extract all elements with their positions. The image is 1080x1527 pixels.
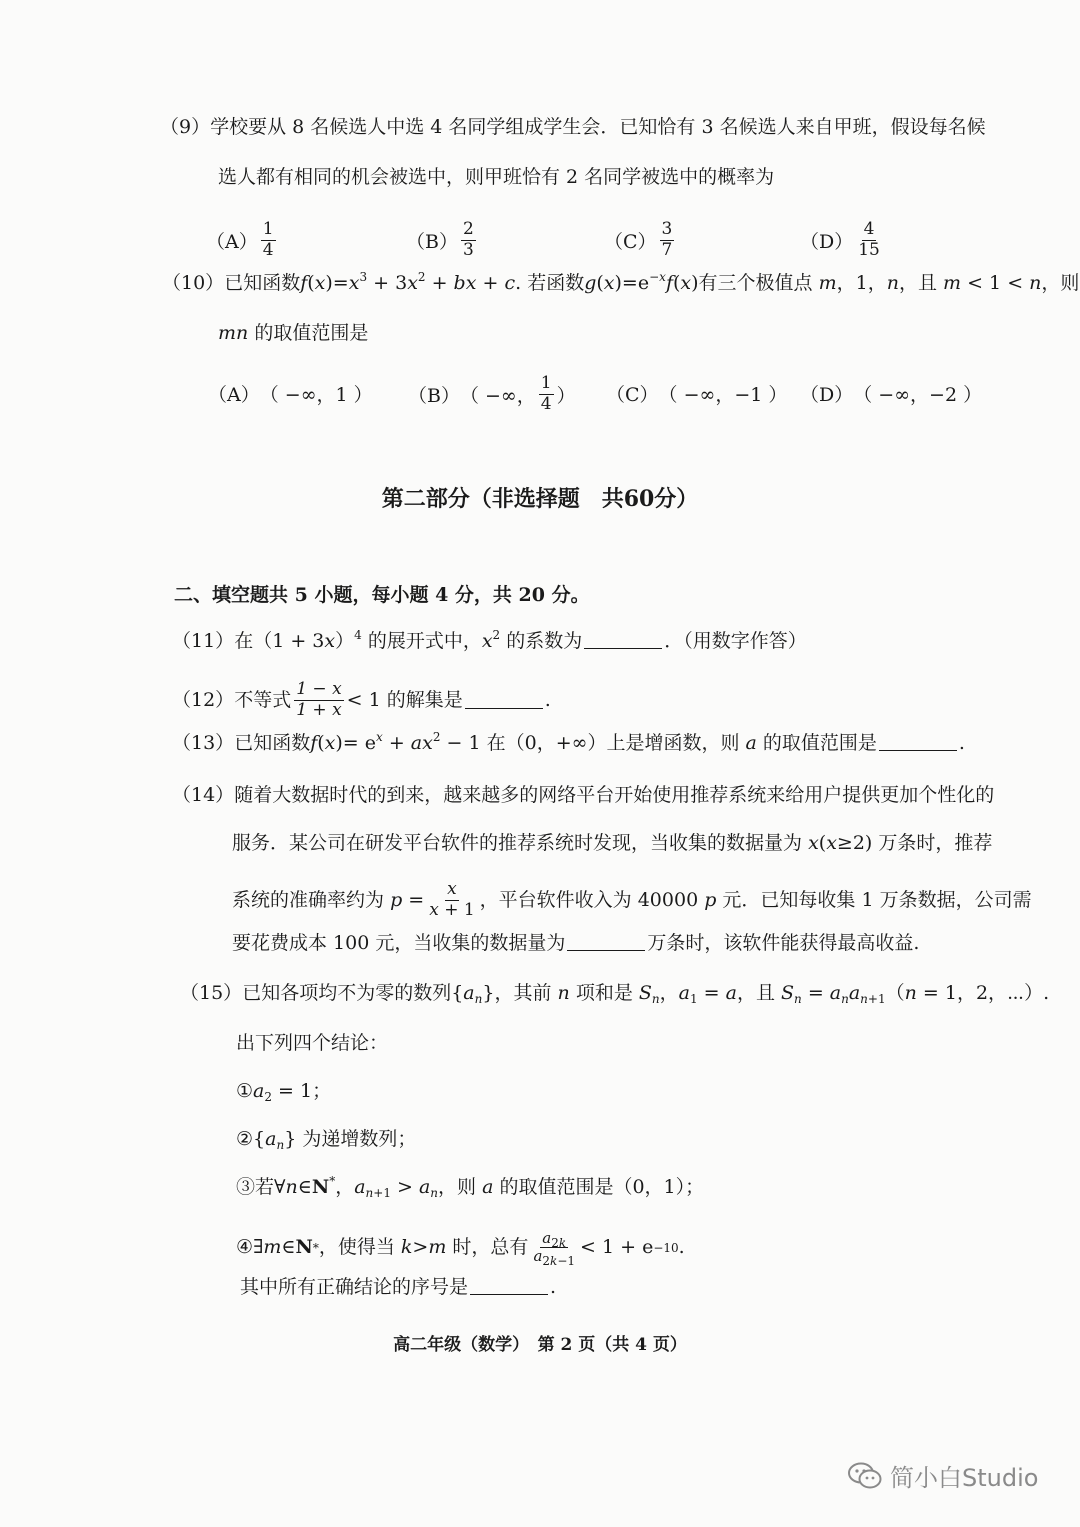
section-fill-in: 二、填空题共 5 小题，每小题 4 分，共 20 分。 <box>174 584 590 606</box>
q14-line4: 要花费成本 100 元，当收集的数据量为 万条时，该软件能获得最高收益. <box>232 932 920 954</box>
q15-last-line: 其中所有正确结论的序号是 . <box>240 1276 557 1298</box>
q12-answer-blank <box>465 692 543 709</box>
q15-conclusion-4: ④ ∃ m ∈ N * ，使得当 k > m 时，总有 $\frac{a_{2k}}{a_{2k-1}}$ < 1 + e −10 . <box>236 1229 685 1269</box>
q9-line1 <box>160 116 986 139</box>
q15-answer-blank <box>470 1278 548 1295</box>
q9-number: （9） <box>160 116 211 138</box>
q9-text-2: 选人都有相同的机会被选中，则甲班恰有 2 名同学被选中的概率为 <box>218 166 775 188</box>
q15-conclusion-2: $②\{a_n\}$ 为递增数列； <box>236 1128 417 1152</box>
q9-option-a: （A） $\frac{1}{4}$ <box>206 219 274 260</box>
q10-option-b: （B） （ −∞， $\frac{1}{4}$ ） <box>408 373 576 414</box>
q14-line3: 系统的准确率约为 p = $\frac{x}{x + 1}$ ，平台软件收入为 40000 p 元．已知每收集 1 万条数据，公司需 <box>232 879 1032 920</box>
q13-answer-blank <box>879 734 957 751</box>
q10-line2: mn 的取值范围是 <box>218 322 369 344</box>
q10-line1: （10）已知函数$f(x)=x^3 + 3x^2$ + bx + c. 若函数$g(x)=e^{-x}f(x)$有三个极值点 m，1，n，且 m < 1 < n，则 <box>162 270 1080 294</box>
page-footer: 高二年级（数学） 第 2 页（共 4 页） <box>393 1335 687 1355</box>
q14-line2: 服务．某公司在研发平台软件的推荐系统时发现，当收集的数据量为 x(x≥2) 万条时，推荐 <box>232 832 993 854</box>
q10-option-d: （D） （ −∞，−2 ） <box>800 384 983 406</box>
q15-line2: 出下列四个结论： <box>236 1032 389 1054</box>
q10-number: （10） <box>162 272 225 294</box>
q10-option-a: （A） （ −∞，1 ） <box>208 384 373 406</box>
q12: （12） 不等式 $\frac{1 - x}{1 + x}$ < 1 的解集是 . <box>172 679 551 720</box>
q9-text-1: 学校要从 8 名候选人中选 4 名同学组成学生会．已知恰有 3 名候选人来自甲班，假设每名候 <box>210 116 986 138</box>
q9-option-d: （D） $\frac{4}{15}$ <box>800 219 880 260</box>
q9-option-c: （C） $\frac{3}{7}$ <box>604 219 673 260</box>
q10-option-c: （C） （ −∞，−1 ） <box>606 384 788 406</box>
part2-heading: 第二部分（非选择题 共60分） <box>381 486 699 512</box>
q15-conclusion-3: ③若∀n∈N*，$a_{n+1} > a_n$，则 a 的取值范围是（0，1）； <box>236 1174 705 1200</box>
q15-conclusion-1: $①a_2 = 1$； <box>236 1080 332 1104</box>
q14-line1: （14）随着大数据时代的到来，越来越多的网络平台开始使用推荐系统来给用户提供更加个性化的 <box>172 784 995 806</box>
q11-answer-blank <box>584 632 662 649</box>
q14-answer-blank <box>567 934 645 951</box>
q9-line2 <box>218 166 774 189</box>
wechat-icon <box>848 1462 882 1490</box>
q9-option-b: （B） $\frac{2}{3}$ <box>406 219 474 260</box>
watermark <box>848 1458 1038 1493</box>
q15-line1: （15）已知各项均不为零的数列$\{a_n\}$，其前 n 项和是 $S_n$，$a_1 = a$，且 $S_n = a_na_{n+1}(n = 1$，2，⋯）. <box>180 982 1050 1006</box>
q13: （13）已知函数$f(x)= e^x + ax^2 - 1$ 在（0，+∞）上是增函数，则 a 的取值范围是 . <box>172 730 965 754</box>
q11: （11）在$(1 + 3x)^4$ 的展开式中，$x^2$ 的系数为 ．（用数字作答） <box>172 628 807 652</box>
watermark-text: 简小白Studio <box>890 1464 1039 1492</box>
